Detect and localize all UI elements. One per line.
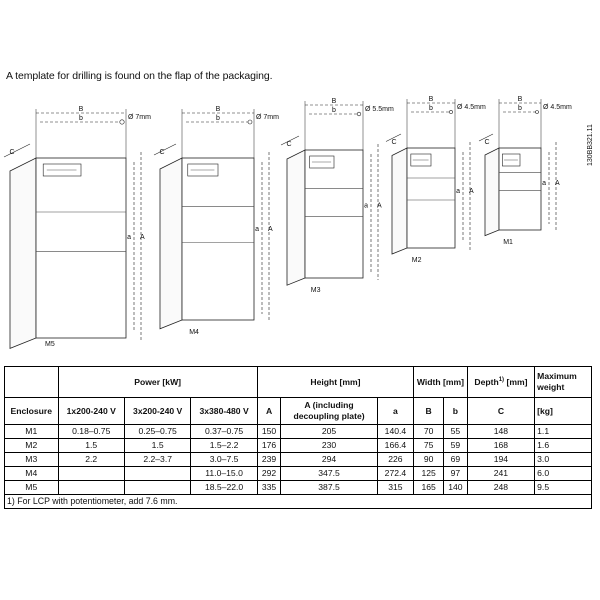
cell-width-B: 90 — [414, 453, 444, 467]
enclosure-name: M5 — [45, 341, 55, 348]
intro-text: A template for drilling is found on the flap of the packaging. — [6, 70, 273, 82]
cell-power-1x200: 0.18–0.75 — [58, 425, 124, 439]
cell-power-3x380: 1.5–2.2 — [191, 439, 257, 453]
cell-weight: 1.1 — [535, 425, 592, 439]
dim-label-C: C — [484, 139, 490, 146]
cell-width-B: 75 — [414, 439, 444, 453]
enclosure-name: M3 — [310, 287, 321, 294]
enclosure-side — [10, 158, 36, 348]
cell-enclosure: M5 — [5, 481, 59, 495]
col-weight-kg: [kg] — [535, 398, 592, 425]
enclosure-side — [485, 148, 499, 236]
cell-height-a: 166.4 — [377, 439, 413, 453]
cell-width-B: 70 — [414, 425, 444, 439]
doc-code: 130BB321.11 — [587, 124, 594, 166]
cell-power-3x200 — [124, 467, 190, 481]
cell-enclosure: M2 — [5, 439, 59, 453]
cell-height-A: 292 — [257, 467, 281, 481]
cell-enclosure: M1 — [5, 425, 59, 439]
enclosure-name: M2 — [411, 257, 422, 264]
cell-power-3x200: 2.2–3.7 — [124, 453, 190, 467]
dim-label-a: a — [364, 202, 368, 210]
cell-depth-C: 241 — [467, 467, 534, 481]
col-width-b: b — [444, 398, 468, 425]
dim-label-C: C — [159, 149, 165, 156]
col-power-3x200: 3x200-240 V — [124, 398, 190, 425]
footnote-row — [5, 495, 592, 509]
cell-width-B: 125 — [414, 467, 444, 481]
dim-label-C: C — [9, 149, 15, 156]
col-width-B: B — [414, 398, 444, 425]
cell-width-b: 55 — [444, 425, 468, 439]
cell-enclosure: M3 — [5, 453, 59, 467]
enclosure-front — [182, 158, 254, 320]
cell-height-A-plate: 294 — [281, 453, 377, 467]
table-row — [5, 481, 592, 495]
dim-label-A: A — [555, 179, 560, 187]
cell-height-A-plate: 205 — [281, 425, 377, 439]
enclosure-side — [392, 148, 407, 254]
enclosure-front — [305, 150, 363, 278]
cell-power-3x380: 0.37–0.75 — [191, 425, 257, 439]
dim-label-B: B — [78, 106, 84, 113]
cell-width-b: 69 — [444, 453, 468, 467]
dim-label-A: A — [140, 234, 145, 241]
cell-depth-C: 248 — [467, 481, 534, 495]
cell-height-a: 226 — [377, 453, 413, 467]
table-row — [5, 439, 592, 453]
cell-depth-C: 194 — [467, 453, 534, 467]
dim-label-a: a — [542, 179, 546, 187]
cell-height-A: 150 — [257, 425, 281, 439]
cell-width-b: 59 — [444, 439, 468, 453]
table-row — [5, 425, 592, 439]
cell-width-b: 140 — [444, 481, 468, 495]
cell-height-A-plate: 387.5 — [281, 481, 377, 495]
cell-height-a: 272.4 — [377, 467, 413, 481]
col-height-A: A — [257, 398, 281, 425]
width-header: Width [mm] — [414, 367, 468, 398]
cell-power-3x200: 0.25–0.75 — [124, 425, 190, 439]
cell-height-a: 315 — [377, 481, 413, 495]
mounting-hole-icon — [120, 120, 124, 124]
dim-label-b: b — [332, 107, 336, 114]
cell-weight: 6.0 — [535, 467, 592, 481]
cell-weight: 1.6 — [535, 439, 592, 453]
weight-header: Maximum weight — [535, 367, 592, 398]
enclosure-side — [160, 158, 182, 329]
dim-label-b: b — [79, 115, 83, 122]
dimensions-table — [4, 366, 592, 509]
dim-label-b: b — [518, 105, 522, 112]
height-header: Height [mm] — [257, 367, 413, 398]
table-row — [5, 453, 592, 467]
hole-label: Ø 4.5mm — [457, 104, 486, 111]
hole-label: Ø 7mm — [256, 114, 279, 121]
group-header-row — [5, 367, 592, 398]
hole-label: Ø 5.5mm — [365, 106, 394, 113]
cell-height-A-plate: 347.5 — [281, 467, 377, 481]
dim-label-C: C — [391, 139, 397, 146]
cell-power-3x200: 1.5 — [124, 439, 190, 453]
cell-power-3x380: 3.0–7.5 — [191, 453, 257, 467]
cell-weight: 9.5 — [535, 481, 592, 495]
dim-label-C: C — [286, 141, 292, 148]
dim-label-B: B — [331, 98, 337, 105]
cell-enclosure: M4 — [5, 467, 59, 481]
dim-label-A: A — [377, 202, 382, 210]
hole-label: Ø 4.5mm — [543, 104, 572, 111]
cell-height-A: 239 — [257, 453, 281, 467]
dim-label-A: A — [469, 188, 474, 195]
enclosure-front — [36, 158, 126, 338]
col-power-1x200: 1x200-240 V — [58, 398, 124, 425]
cell-height-a: 140.4 — [377, 425, 413, 439]
mounting-hole-icon — [536, 111, 539, 114]
col-height-a: a — [377, 398, 413, 425]
cell-width-B: 165 — [414, 481, 444, 495]
enclosure-name: M1 — [503, 239, 513, 246]
mounting-hole-icon — [248, 120, 252, 124]
blank-cell — [5, 367, 59, 398]
dim-label-A: A — [268, 225, 273, 233]
cell-power-1x200: 2.2 — [58, 453, 124, 467]
table-row — [5, 467, 592, 481]
cell-power-1x200 — [58, 467, 124, 481]
cell-width-b: 97 — [444, 467, 468, 481]
mounting-hole-icon — [357, 112, 361, 116]
dim-label-B: B — [215, 106, 221, 113]
col-enclosure: Enclosure — [5, 398, 59, 425]
enclosure-side — [287, 150, 305, 285]
mounting-hole-icon — [449, 110, 452, 113]
dim-label-a: a — [255, 225, 259, 233]
col-power-3x380: 3x380-480 V — [191, 398, 257, 425]
hole-label: Ø 7mm — [128, 114, 151, 121]
power-header: Power [kW] — [58, 367, 257, 398]
cell-height-A: 176 — [257, 439, 281, 453]
cell-depth-C: 148 — [467, 425, 534, 439]
dim-label-b: b — [429, 105, 433, 112]
cell-depth-C: 168 — [467, 439, 534, 453]
footnote: 1) For LCP with potentiometer, add 7.6 mm. — [5, 495, 592, 509]
dim-label-B: B — [517, 96, 523, 103]
column-header-row — [5, 398, 592, 425]
enclosure-drawings — [0, 88, 600, 358]
cell-power-3x380: 11.0–15.0 — [191, 467, 257, 481]
enclosure-name: M4 — [189, 329, 199, 336]
cell-height-A: 335 — [257, 481, 281, 495]
cell-height-A-plate: 230 — [281, 439, 377, 453]
dim-label-a: a — [456, 188, 460, 195]
cell-power-3x200 — [124, 481, 190, 495]
dim-label-B: B — [428, 96, 434, 103]
col-depth-C: C — [467, 398, 534, 425]
dim-label-b: b — [216, 115, 220, 122]
cell-power-1x200: 1.5 — [58, 439, 124, 453]
dim-line-C — [154, 144, 176, 155]
cell-power-3x380: 18.5–22.0 — [191, 481, 257, 495]
cell-weight: 3.0 — [535, 453, 592, 467]
col-height-A-plate: A (including decoupling plate) — [281, 398, 377, 425]
dim-label-a: a — [127, 234, 131, 241]
dim-line-C — [4, 144, 30, 157]
depth-header: Depth$^{1)}$ [mm] — [467, 367, 534, 398]
cell-power-1x200 — [58, 481, 124, 495]
